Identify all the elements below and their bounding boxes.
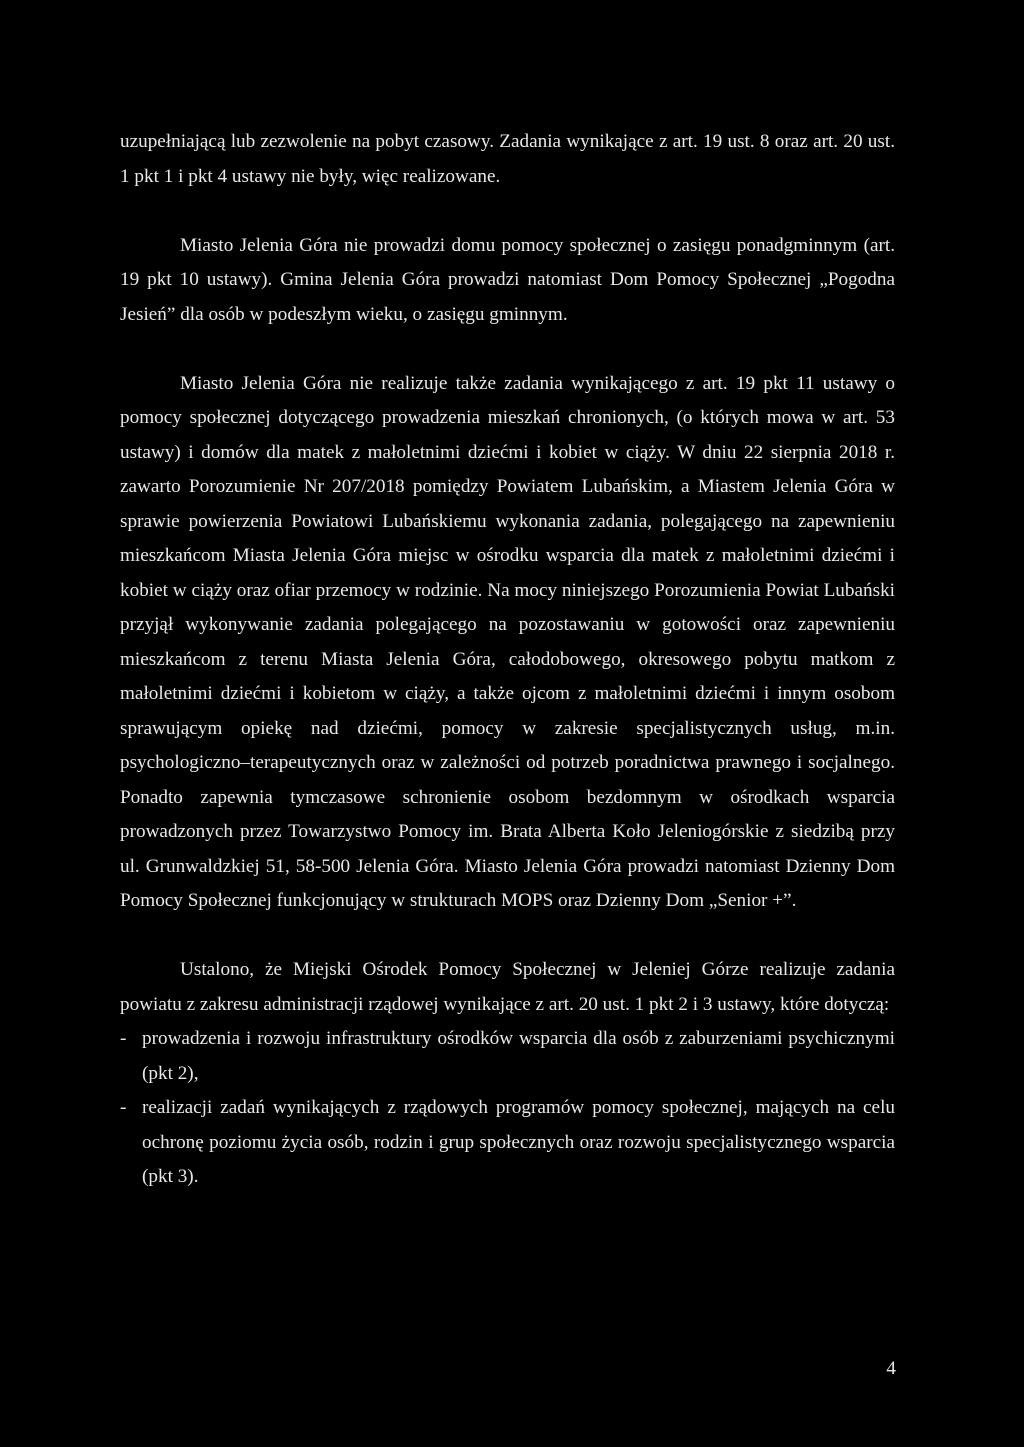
list-item — [120, 1022, 895, 1091]
paragraph-sheltered-housing: Miasto Jelenia Góra nie realizuje także zadania wynikającego z art. 19 pkt 11 ustawy o pomocy społecznej dotyczącego prowadzenia mieszkań chronionych, (o których mowa w art. 53 ustawy) i domów dla matek z małoletnimi dziećmi i kobiet w ciąży. W dniu 22 sierpnia 2018 r. zawarto Porozumienie Nr 207/2018 pomiędzy Powiatem Lubańskim, a Miastem Jelenia Góra w sprawie powierzenia Powiatowi Lubańskiemu wykonania zadania, polegającego na zapewnieniu mieszkańcom Miasta Jelenia Góra miejsc w ośrodku wsparcia dla matek z małoletnimi dziećmi i kobiet w ciąży oraz ofiar przemocy w rodzinie. Na mocy niniejszego Porozumienia Powiat Lubański przyjął wykonywanie zadania polegającego na pozostawaniu w gotowości oraz zapewnieniu mieszkańcom z terenu Miasta Jelenia Góra, całodobowego, okresowego pobytu matkom z małoletnimi dziećmi i kobietom w ciąży, a także ojcom z małoletnimi dziećmi i innym osobom sprawującym opiekę nad dziećmi, pomocy w zakresie specjalistycznych usług, m.in. psychologiczno–terapeutycznych oraz w zależności od potrzeb poradnictwa prawnego i socjalnego. Ponadto zapewnia tymczasowe schronienie osobom bezdomnym w ośrodkach wsparcia prowadzonych przez Towarzystwo Pomocy im. Brata Alberta Koło Jeleniogórskie z siedzibą przy ul. Grunwaldzkiej 51, 58-500 Jelenia Góra. Miasto Jelenia Góra prowadzi natomiast Dzienny Dom Pomocy Społecznej funkcjonujący w strukturach MOPS oraz Dzienny Dom „Senior +”. — [120, 372, 895, 911]
paragraph-dps: Miasto Jelenia Góra nie prowadzi domu pomocy społecznej o zasięgu ponadgminnym (art. 19 pkt 10 ustawy). Gmina Jelenia Góra prowadzi natomiast Dom Pomocy Społecznej „Pogodna Jesień” dla osób w podeszłym wieku, o zasięgu gminnym. — [120, 234, 895, 325]
paragraph-government-tasks: Ustalono, że Miejski Ośrodek Pomocy Społecznej w Jeleniej Górze realizuje zadania powiatu z zakresu administracji rządowej wynikające z art. 20 ust. 1 pkt 2 i 3 ustawy, które dotyczą: — [120, 959, 895, 1015]
list-item-text: realizacji zadań wynikających z rządowych programów pomocy społecznej, mających na celu ochronę poziomu życia osób, rodzin i grup społecznych oraz rozwoju specjalistycznego wsparcia (pkt 3). — [142, 1097, 895, 1187]
paragraph-continuation: uzupełniającą lub zezwolenie na pobyt czasowy. Zadania wynikające z art. 19 ust. 8 oraz art. 20 ust. 1 pkt 1 i pkt 4 ustawy nie były, więc realizowane. — [120, 131, 895, 187]
page-number: 4 — [886, 1358, 896, 1379]
list-dash: - — [120, 1097, 127, 1118]
task-list — [120, 1022, 895, 1195]
list-dash: - — [120, 1028, 127, 1049]
list-item — [120, 1091, 895, 1195]
list-item-text: prowadzenia i rozwoju infrastruktury ośrodków wsparcia dla osób z zaburzeniami psychicznymi (pkt 2), — [142, 1028, 895, 1084]
document-body — [120, 125, 895, 1195]
